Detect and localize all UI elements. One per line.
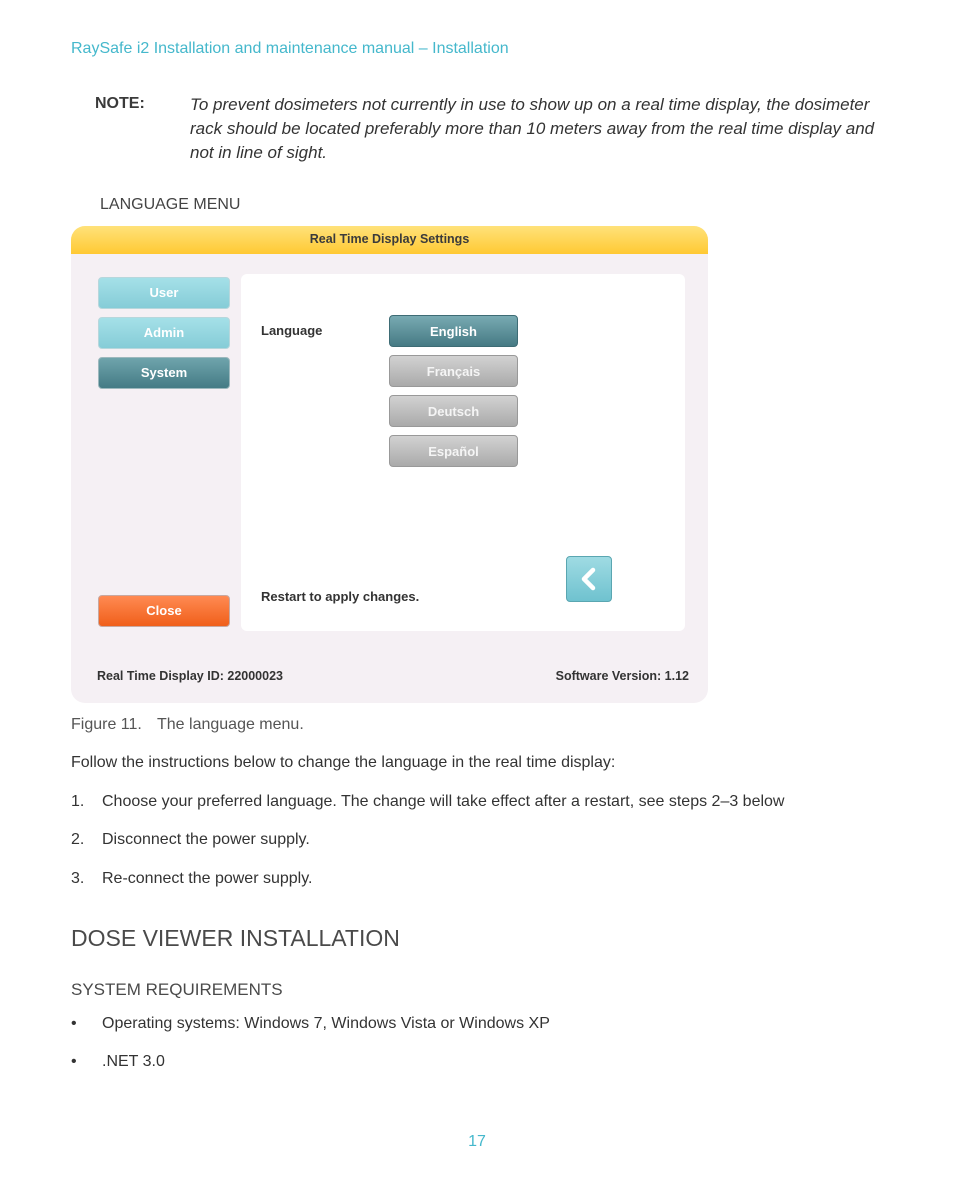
step-number: 2.	[71, 831, 85, 848]
note-text: To prevent dosimeters not currently in use to show up on a real time display, the dosimeter rack should be located preferably more than 10 meters away from the real time display and not in line of sight.	[190, 95, 875, 162]
language-espanol-button[interactable]: Español	[389, 435, 518, 467]
settings-screenshot	[71, 226, 708, 703]
figure-caption	[71, 716, 304, 734]
list-item	[71, 870, 312, 888]
step-text: Choose your preferred language. The change will take effect after a restart, see steps 2–3 below	[102, 793, 785, 810]
figure-heading: LANGUAGE MENU	[100, 196, 241, 213]
subsection-title: SYSTEM REQUIREMENTS	[71, 980, 283, 999]
note-label: NOTE:	[95, 95, 145, 112]
list-item	[71, 1015, 550, 1033]
close-button[interactable]: Close	[98, 595, 230, 627]
step-text: Re-connect the power supply.	[102, 870, 313, 887]
language-label: Language	[261, 323, 323, 338]
bullet-icon: •	[71, 1053, 77, 1070]
page-number: 17	[468, 1133, 486, 1150]
figure-caption-text: The language menu.	[157, 716, 304, 733]
restart-message: Restart to apply changes.	[261, 589, 420, 604]
display-id: Real Time Display ID: 22000023	[97, 669, 283, 683]
section-title: DOSE VIEWER INSTALLATION	[71, 925, 400, 951]
step-number: 1.	[71, 793, 85, 810]
intro-paragraph: Follow the instructions below to change the language in the real time display:	[71, 754, 616, 771]
requirement-text: .NET 3.0	[102, 1053, 165, 1070]
sidebar-system-button[interactable]: System	[98, 357, 230, 389]
sidebar-admin-button[interactable]: Admin	[98, 317, 230, 349]
step-number: 3.	[71, 870, 85, 887]
settings-title-bar: Real Time Display Settings	[71, 226, 708, 254]
language-deutsch-button[interactable]: Deutsch	[389, 395, 518, 427]
bullet-icon: •	[71, 1015, 77, 1032]
language-english-button[interactable]: English	[389, 315, 518, 347]
chevron-left-icon	[576, 566, 602, 592]
figure-number: Figure 11.	[71, 716, 142, 733]
language-francais-button[interactable]: Français	[389, 355, 518, 387]
step-text: Disconnect the power supply.	[102, 831, 310, 848]
software-version: Software Version: 1.12	[555, 669, 689, 683]
sidebar-user-button[interactable]: User	[98, 277, 230, 309]
requirement-text: Operating systems: Windows 7, Windows Vista or Windows XP	[102, 1015, 550, 1032]
list-item	[71, 831, 310, 849]
back-button[interactable]	[566, 556, 612, 602]
running-header: RaySafe i2 Installation and maintenance manual – Installation	[71, 40, 509, 57]
list-item	[71, 1053, 165, 1071]
list-item	[71, 793, 784, 811]
